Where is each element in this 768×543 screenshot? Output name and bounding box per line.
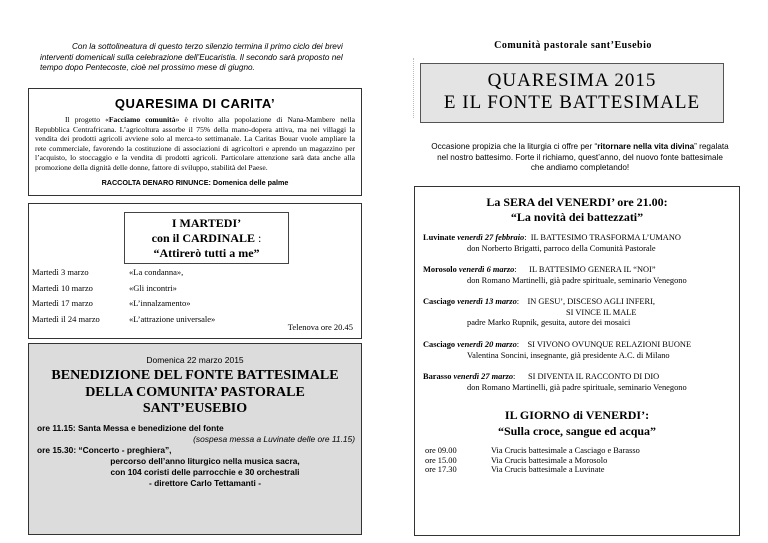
martedi-title-box: [124, 212, 289, 264]
sera-venerdi-box: [414, 186, 740, 536]
intro-paragraph: Con la sottolineatura di questo terzo silenzio termina il primo ciclo dei brevi interventi domenicali sulla celebrazione dell’Eucaristia. Il secondo sarà proposto nel tempo dopo Pentecoste, cioè nel prossimo mese di giugno.: [40, 42, 343, 72]
sera-heading-line2: “La novità dei battezzati”: [510, 210, 644, 224]
event-line: Casciago venerdì 13 marzo: IN GESU’, DISCESO AGLI INFERI,: [423, 297, 655, 306]
occasione-bold: ritornare nella vita divina: [597, 142, 695, 151]
carita-title: QUARESIMA DI CARITA’: [114, 96, 276, 111]
benedizione-title-line2: DELLA COMUNITA’ PASTORALE: [85, 384, 305, 400]
giorno-heading: [415, 408, 739, 439]
decorative-border: [413, 58, 419, 118]
martedi-topic: «Gli incontri»: [129, 282, 177, 293]
event-speaker: don Romano Martinelli, già padre spirituale, seminario Venegono: [467, 382, 687, 392]
occasione-post: ” regalata nel nostro battesimo. Forte il richiamo, quest’anno, del nuovo fonte battesimale che andiamo completando!: [437, 142, 729, 172]
benedizione-title-line1: BENEDIZIONE DEL FONTE BATTESIMALE: [51, 368, 339, 383]
crucis-time: ore 15.00: [425, 455, 457, 465]
event-date: venerdì 6 marzo: [458, 265, 515, 274]
event-title: SI DIVENTA IL RACCONTO DI DIO: [527, 372, 660, 381]
benedizione-line6: - direttore Carlo Tettamanti -: [149, 478, 261, 488]
table-row: [32, 298, 215, 314]
intro-text: [40, 42, 365, 74]
table-row: [32, 314, 215, 330]
quaresima-title-box: [420, 63, 724, 123]
event-item: [423, 265, 735, 286]
giorno-heading-line2: “Sulla croce, sangue ed acqua”: [497, 423, 657, 438]
occasione-pre: Occasione propizia che la liturgia ci offre per “: [431, 142, 598, 151]
martedi-date: Martedì 10 marzo: [32, 282, 93, 293]
via-crucis-table: [425, 446, 640, 475]
benedizione-title: [29, 368, 361, 418]
martedi-title-line3: “Attirerò tutti a me”: [153, 246, 260, 260]
giorno-heading-line1: IL GIORNO di VENERDI’:: [504, 408, 650, 422]
benedizione-line5: con 104 coristi delle parrocchie e 30 orchestrali: [110, 467, 300, 477]
event-item: [423, 372, 735, 393]
benedizione-schedule: [37, 423, 355, 489]
crucis-desc: Via Crucis battesimale a Luvinate: [491, 465, 605, 474]
martedi-box: [28, 203, 362, 339]
martedi-table: [32, 267, 215, 329]
benedizione-title-line3: SANT’EUSEBIO: [142, 401, 248, 416]
martedi-date: Martedì 3 marzo: [32, 267, 89, 277]
event-location: Luvinate: [423, 233, 456, 242]
martedi-topic: «La condanna»,: [129, 267, 184, 277]
benedizione-line3: ore 15.30: “Concerto - preghiera”,: [37, 445, 172, 455]
martedi-title-line2: [125, 231, 288, 246]
martedi-date: Martedì il 24 marzo: [32, 313, 100, 324]
carita-project-name: Facciamo comunità: [108, 115, 176, 124]
sera-heading-line1: La SERA del VENERDI’ ore 21.00:: [486, 195, 668, 209]
event-speaker: don Norberto Brigatti, parroco della Comunità Pastorale: [467, 243, 656, 253]
carita-raccolta: RACCOLTA DENARO RINUNCE: Domenica delle palme: [101, 177, 289, 187]
event-title: IL BATTESIMO GENERA IL “NOI”: [529, 265, 656, 274]
event-item: [423, 297, 735, 329]
community-header: Comunità pastorale sant’Eusebio: [494, 40, 652, 51]
table-row: [425, 446, 640, 456]
benedizione-line4: percorso dell’anno liturgico nella musica sacra,: [110, 456, 300, 466]
event-title: SI VIVONO OVUNQUE RELAZIONI BUONE: [527, 340, 692, 349]
crucis-time: ore 09.00: [425, 446, 457, 455]
event-line: Barasso venerdì 27 marzo: SI DIVENTA IL RACCONTO DI DIO: [423, 372, 660, 381]
sera-heading: [415, 195, 739, 225]
event-speaker: don Romano Martinelli, già padre spirituale, seminario Venegono: [467, 275, 687, 285]
event-speaker: Valentina Soncini, insegnante, già presidente A.C. di Milano: [467, 350, 670, 360]
quaresima-title: [421, 64, 723, 114]
event-title: IN GESU’, DISCESO AGLI INFERI,: [527, 297, 655, 306]
benedizione-box: [28, 343, 362, 535]
benedizione-line2: (sospesa messa a Luvinate delle ore 11.15): [193, 434, 355, 444]
event-date: venerdì 27 febbraio: [457, 233, 525, 242]
martedi-topic: «L’attrazione universale»: [129, 313, 216, 324]
quaresima-title-line1: QUARESIMA 2015: [487, 70, 657, 91]
table-row: [425, 465, 640, 475]
telenova-time: Telenova ore 20.45: [287, 322, 353, 332]
crucis-desc: Via Crucis battesimale a Casciago e Barasso: [491, 446, 640, 455]
benedizione-line1: ore 11.15: Santa Messa e benedizione del fonte: [37, 423, 224, 433]
event-location: Casciago: [423, 340, 456, 349]
event-line: Morosolo venerdì 6 marzo: IL BATTESIMO GENERA IL “NOI”: [423, 265, 656, 274]
martedi-title-con: con il: [151, 231, 183, 245]
event-location: Morosolo: [423, 265, 457, 274]
occasione-text: [430, 142, 730, 174]
event-title: IL BATTESIMO TRASFORMA L’UMANO: [530, 233, 681, 242]
quaresima-carita-box: [28, 88, 362, 196]
benedizione-date: Domenica 22 marzo 2015: [146, 355, 244, 365]
martedi-topic: «L’innalzamento»: [129, 298, 191, 308]
event-title-extra: SI VINCE IL MALE: [566, 307, 637, 317]
event-date: venerdì 13 marzo: [457, 297, 517, 306]
event-location: Casciago: [423, 297, 456, 306]
table-row: [32, 283, 215, 299]
martedi-title-line1: I MARTEDI’: [171, 216, 242, 230]
event-location: Barasso: [423, 372, 452, 381]
table-row: [425, 456, 640, 466]
table-row: [32, 267, 215, 283]
carita-paragraph: [35, 115, 355, 173]
event-speaker: padre Marko Rupnik, gesuita, autore dei mosaici: [467, 318, 631, 327]
event-date: venerdì 27 marzo: [453, 372, 514, 381]
event-item: [423, 233, 735, 254]
martedi-title-colon: :: [255, 231, 262, 245]
quaresima-title-line2: E IL FONTE BATTESIMALE: [443, 92, 701, 113]
carita-body-prefix: Il progetto «: [65, 115, 109, 124]
carita-body-rest: » è rivolto alla popolazione di Nana-Mambere nella Repubblica Centrafricana. L’agricoltura assorbe il 75% della mano-dopera attiva, ma nei villaggi la vendita dei prodotti agricoli avviene solo al merca-to settimanale. La Caritas Bouar vuole ampliare la rete commerciale, favorendo la costituzione di associazioni di agricoltori e aprendo un magazzino per l’acquisto, lo stoccaggio e la vendita di prodotti agricoli. Particolare attenzione sarà data anche alla promozione della dignità delle donne, fattore di sviluppo, stabilità del Paese.: [35, 115, 355, 172]
event-line: Luvinate venerdì 27 febbraio: IL BATTESIMO TRASFORMA L’UMANO: [423, 233, 681, 242]
carita-body: [35, 115, 355, 173]
martedi-title-cardinale: CARDINALE: [182, 231, 255, 245]
event-date: venerdì 20 marzo: [457, 340, 517, 349]
crucis-desc: Via Crucis battesimale a Morosolo: [491, 455, 608, 465]
crucis-time: ore 17.30: [425, 465, 457, 474]
event-line: Casciago venerdì 20 marzo: SI VIVONO OVUNQUE RELAZIONI BUONE: [423, 340, 692, 349]
event-item: [423, 340, 735, 361]
martedi-date: Martedì 17 marzo: [32, 298, 93, 308]
